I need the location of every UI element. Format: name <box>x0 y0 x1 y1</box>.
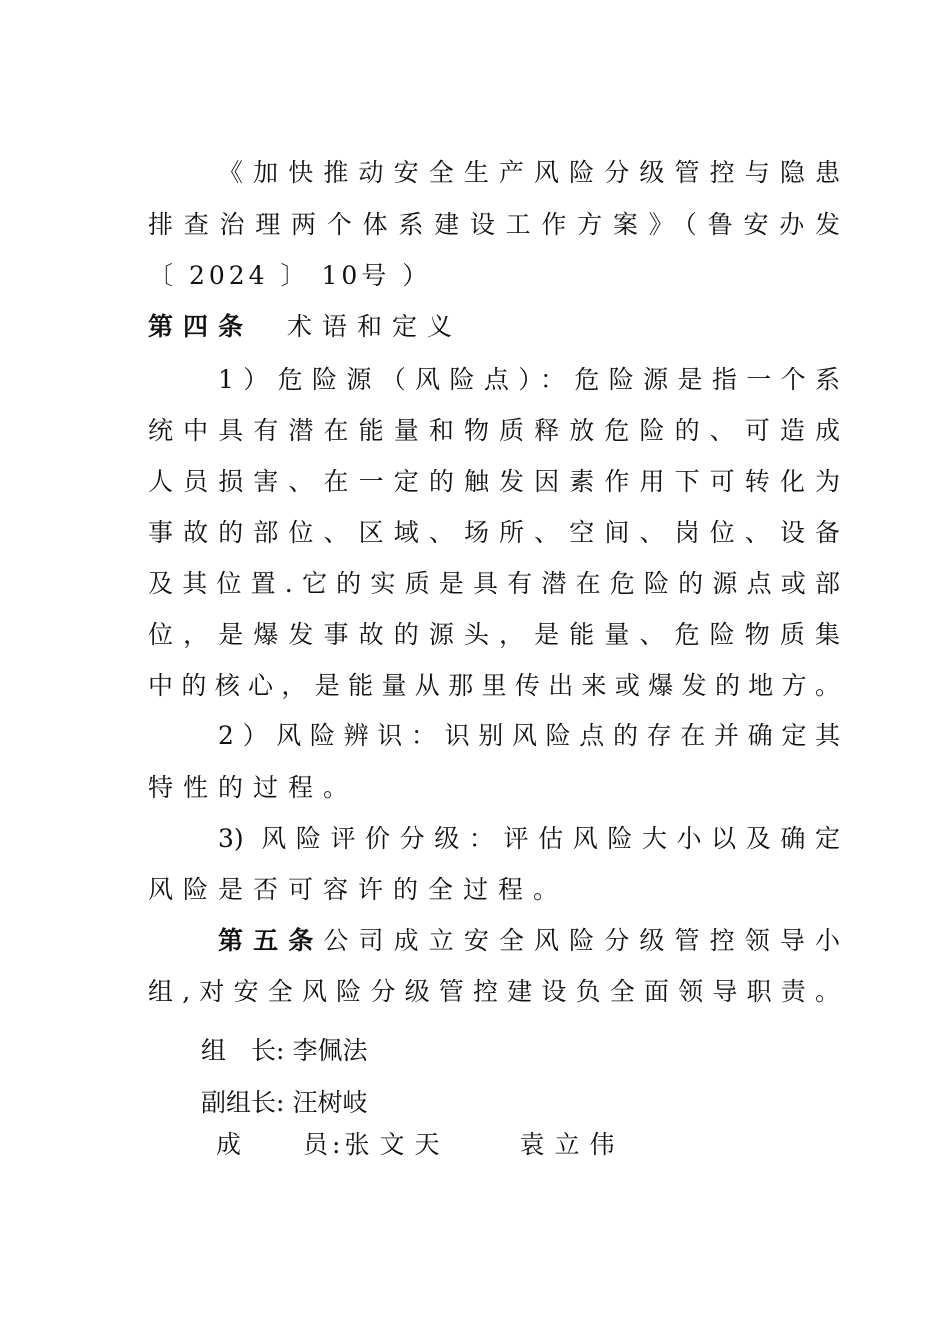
article-4-heading <box>148 312 462 342</box>
intro-line-3: 〔 2024 〕 10号 ） <box>148 261 432 290</box>
deputy-name: 汪树岐 <box>292 1088 368 1117</box>
deputy-role: 副组长: <box>201 1088 285 1117</box>
definition-1-line-1: 1）危险源（风险点）：危险源是指一个系 <box>218 365 840 394</box>
article-4-label: 第四条 <box>148 312 254 341</box>
intro-line-1: 《加快推动安全生产风险分级管控与隐患 <box>218 158 840 187</box>
definition-1-line-3: 人员损害、在一定的触发因素作用下可转化为 <box>148 467 840 496</box>
definition-3-line-2: 风险是否可容许的全过程。 <box>148 875 569 904</box>
definition-1-line-7: 中的核心，是能量从那里传出来或爆发的地方。 <box>148 671 840 700</box>
definition-1-line-2: 统中具有潜在能量和物质释放危险的、可造成 <box>148 416 840 445</box>
leader-name: 李佩法 <box>292 1036 368 1065</box>
article-5-line-2: 组,对安全风险分级管控建设负全面领导职责。 <box>148 977 840 1006</box>
definition-3-line-1: 3) 风险评价分级：评估风险大小以及确定 <box>218 824 840 853</box>
definition-1-line-4: 事故的部位、区域、场所、空间、岗位、设备 <box>148 518 840 547</box>
leader-role: 组 长: <box>201 1036 285 1065</box>
member-row <box>216 1130 624 1160</box>
intro-line-2: 排查治理两个体系建设工作方案》（鲁安办发 <box>148 210 840 239</box>
article-5-label: 第五条 <box>218 926 324 955</box>
article-5-text: 公司成立安全风险分级管控领导小 <box>323 926 840 955</box>
definition-2-line-1: 2）风险辨识：识别风险点的存在并确定其 <box>218 721 840 750</box>
member-names: 张文天 袁立伟 <box>344 1130 625 1159</box>
article-4-title: 术语和定义 <box>287 312 463 341</box>
definition-1-line-6: 位，是爆发事故的源头，是能量、危险物质集 <box>148 620 840 649</box>
leader-row <box>201 1036 367 1066</box>
definition-2-line-2: 特性的过程。 <box>148 773 359 802</box>
deputy-row <box>201 1088 367 1118</box>
member-role: 成 员: <box>216 1130 345 1159</box>
article-5-line-1 <box>218 926 840 956</box>
definition-1-line-5: 及其位置.它的实质是具有潜在危险的源点或部 <box>148 569 840 598</box>
